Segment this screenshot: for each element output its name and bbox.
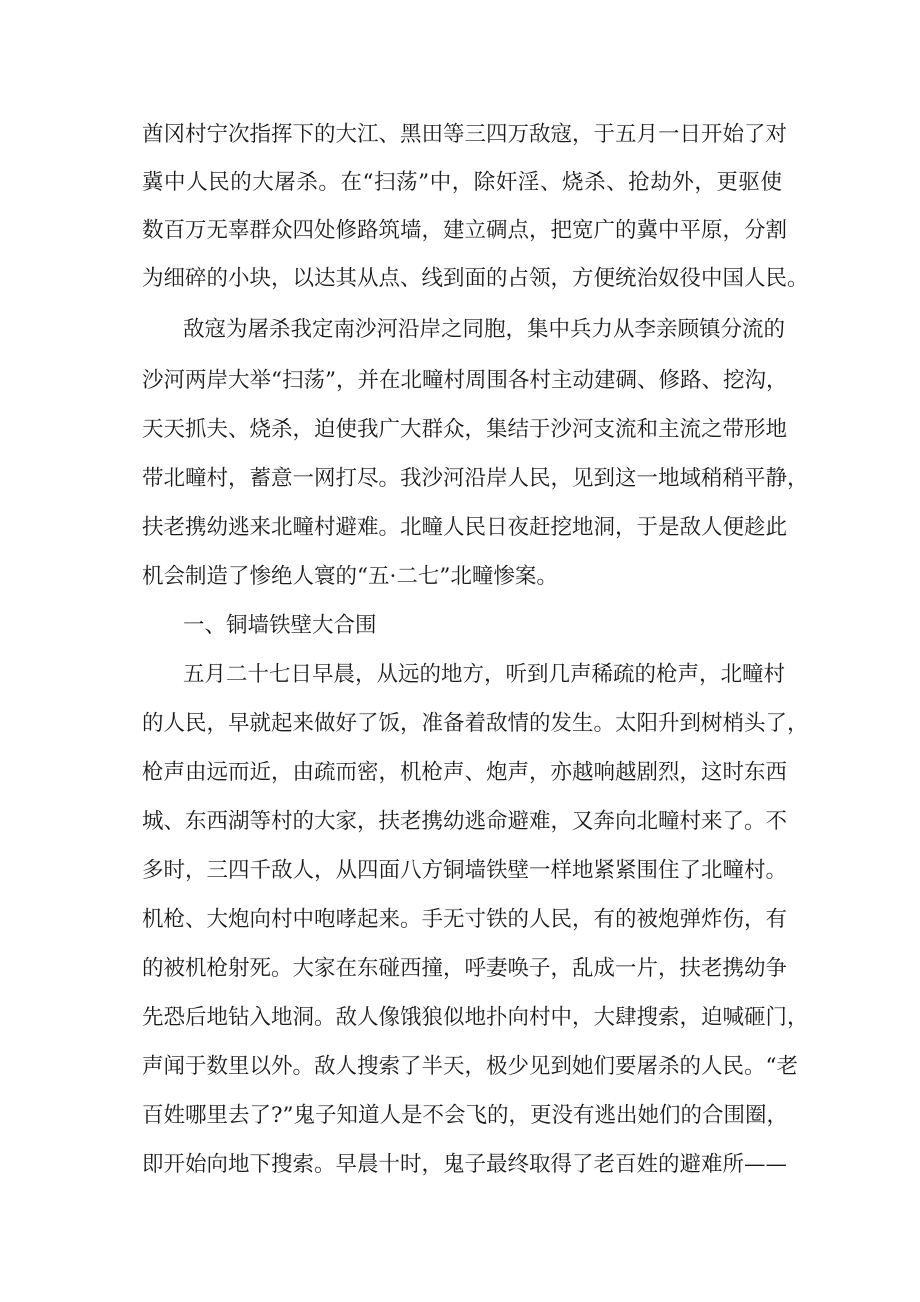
- paragraph-2-line-5: 扶老携幼逃来北疃村避难。北疃人民日夜赶挖地洞，于是敌人便趁此: [142, 515, 788, 540]
- paragraph-3-line-10: 百姓哪里去了?”鬼子知道人是不会飞的，更没有逃出她们的合围圈，: [142, 1103, 789, 1128]
- paragraph-1-line-3: 数百万无辜群众四处修路筑墙，建立碉点，把宽广的冀中平原，分割: [142, 218, 788, 243]
- paragraph-1-line-1: 酋冈村宁次指挥下的大江、黑田等三四万敌寇，于五月一日开始了对: [142, 122, 788, 147]
- paragraph-3-line-3: 枪声由远而近，由疏而密，机枪声、炮声，亦越响越剧烈，这时东西: [142, 760, 788, 785]
- paragraph-3-line-9: 声闻于数里以外。敌人搜索了半天，极少见到她们要屠杀的人民。“老: [142, 1054, 798, 1079]
- paragraph-3-line-8: 先恐后地钻入地洞。敌人像饿狼似地扑向村中，大肆搜索，迫喊砸门，: [142, 1005, 809, 1030]
- paragraph-2-line-4: 带北疃村，蓄意一网打尽。我沙河沿岸人民，见到这一地域稍稍平静，: [142, 466, 809, 491]
- paragraph-3-line-11: 即开始向地下搜索。早晨十时，鬼子最终取得了老百姓的避难所——: [142, 1152, 788, 1177]
- paragraph-1-line-4: 为细碎的小块，以达其从点、线到面的占领，方便统治奴役中国人民。: [142, 266, 809, 291]
- paragraph-3-line-5: 多时，三四千敌人，从四面八方铜墙铁壁一样地紧紧围住了北疃村。: [142, 858, 788, 883]
- paragraph-2-line-2: 沙河两岸大举“扫荡”，并在北疃村周围各村主动建碉、修路、挖沟，: [142, 368, 788, 393]
- paragraph-3-line-2: 的人民，早就起来做好了饭，准备着敌情的发生。太阳升到树梢头了，: [142, 711, 809, 736]
- paragraph-2-line-1: 敌寇为屠杀我定南沙河沿岸之同胞，集中兵力从李亲顾镇分流的: [183, 317, 786, 342]
- paragraph-3-line-4: 城、东西湖等村的大家，扶老携幼逃命避难，又奔向北疃村来了。不: [142, 809, 788, 834]
- paragraph-3-line-6: 机枪、大炮向村中咆哮起来。手无寸铁的人民，有的被炮弹炸伤，有: [142, 907, 788, 932]
- paragraph-2-line-6: 机会制造了惨绝人寰的“五·二七”北疃惨案。: [142, 564, 558, 589]
- section-heading: 一、铜墙铁壁大合围: [183, 613, 377, 638]
- paragraph-2-line-3: 天天抓夫、烧杀，迫使我广大群众，集结于沙河支流和主流之带形地: [142, 417, 788, 442]
- paragraph-3-line-7: 的被机枪射死。大家在东碰西撞，呼妻唤子，乱成一片，扶老携幼争: [142, 956, 788, 981]
- paragraph-3-line-1: 五月二十七日早晨，从远的地方，听到几声稀疏的枪声，北疃村: [183, 662, 786, 687]
- paragraph-1-line-2: 冀中人民的大屠杀。在“扫荡”中，除奸淫、烧杀、抢劫外，更驱使: [142, 170, 782, 195]
